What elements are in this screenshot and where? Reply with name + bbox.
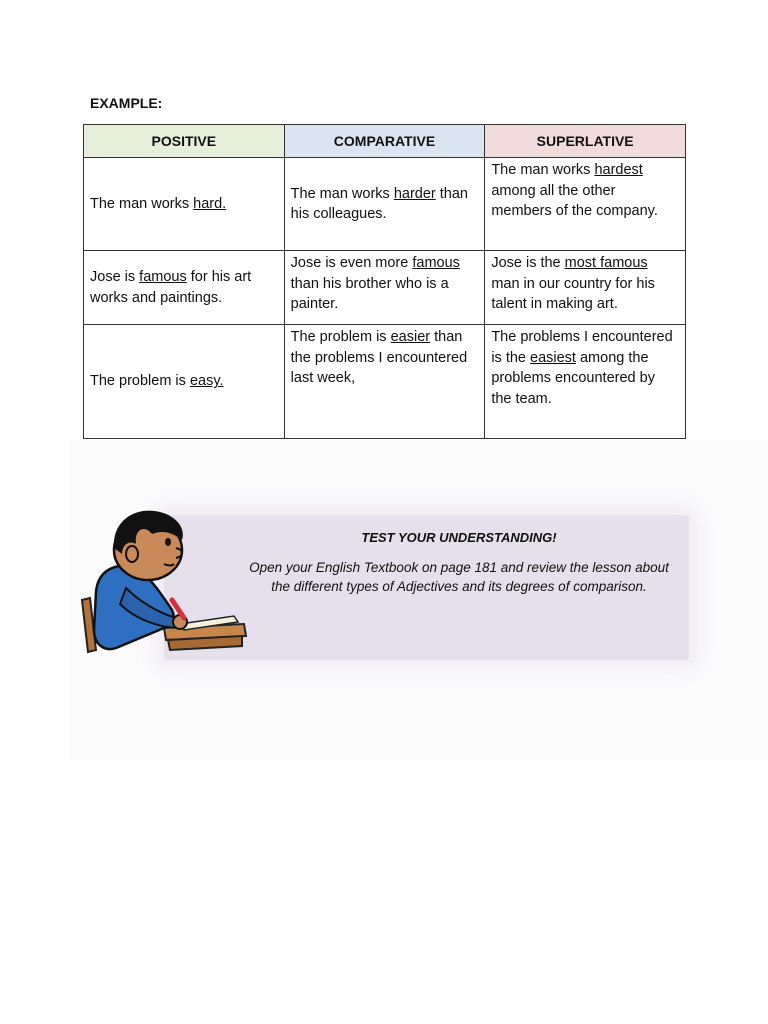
cell-superlative: [485, 158, 686, 251]
table-header-row: [84, 125, 686, 158]
test-title: TEST YOUR UNDERSTANDING!: [361, 530, 557, 545]
cell-superlative: [485, 251, 686, 325]
cell-positive: [84, 158, 285, 251]
cell-text: The problems I encountered is the: [491, 329, 673, 366]
underlined-adjective: easiest: [530, 349, 576, 366]
cell-text: Jose is the: [491, 255, 565, 271]
cell-text: The problem is: [90, 373, 190, 390]
cell-positive: [84, 325, 285, 439]
degrees-table: [83, 124, 686, 439]
cell-text: The man works: [290, 185, 394, 202]
cell-text: for his art works and paintings.: [90, 269, 252, 306]
cell-text: Jose is even more: [290, 255, 413, 271]
cell-superlative: [485, 325, 686, 439]
underlined-adjective: easy.: [189, 373, 224, 390]
header-comparative: COMPARATIVE: [284, 125, 485, 158]
cell-text: among the problems encountered by the team.: [491, 349, 655, 407]
cell-text: The problem is: [290, 329, 391, 345]
cell-text: Jose is: [90, 269, 140, 285]
header-positive: POSITIVE: [84, 125, 285, 158]
cell-text: than his brother who is a painter.: [290, 275, 449, 312]
cell-text: among all the other members of the company.: [491, 182, 658, 219]
table-row: [84, 251, 686, 325]
cell-text: than his colleagues.: [290, 185, 468, 222]
example-label: EXAMPLE:: [90, 95, 163, 111]
cell-positive: [84, 251, 285, 325]
underlined-adjective: hardest: [594, 162, 643, 178]
cell-text: The man works: [90, 195, 194, 212]
underlined-adjective: easier: [390, 329, 431, 345]
cell-comparative: [284, 158, 485, 251]
underlined-adjective: famous: [412, 255, 460, 271]
cell-comparative: [284, 251, 485, 325]
student-writing-illustration: [76, 500, 251, 660]
underlined-adjective: harder: [393, 185, 436, 202]
table-row: [84, 325, 686, 439]
cell-text: than the problems I encountered last week,: [290, 329, 468, 386]
table-row: [84, 158, 686, 251]
underlined-adjective: famous: [139, 269, 187, 285]
test-instructions: Open your English Textbook on page 181 and review the lesson about the different types of Adjectives and its degrees of comparison.: [249, 560, 669, 594]
header-superlative: SUPERLATIVE: [485, 125, 686, 158]
cell-text: man in our country for his talent in making art.: [491, 275, 655, 312]
underlined-adjective: hard.: [193, 195, 227, 212]
cell-comparative: [284, 325, 485, 439]
underlined-adjective: most famous: [564, 255, 648, 271]
cell-text: The man works: [491, 162, 595, 178]
